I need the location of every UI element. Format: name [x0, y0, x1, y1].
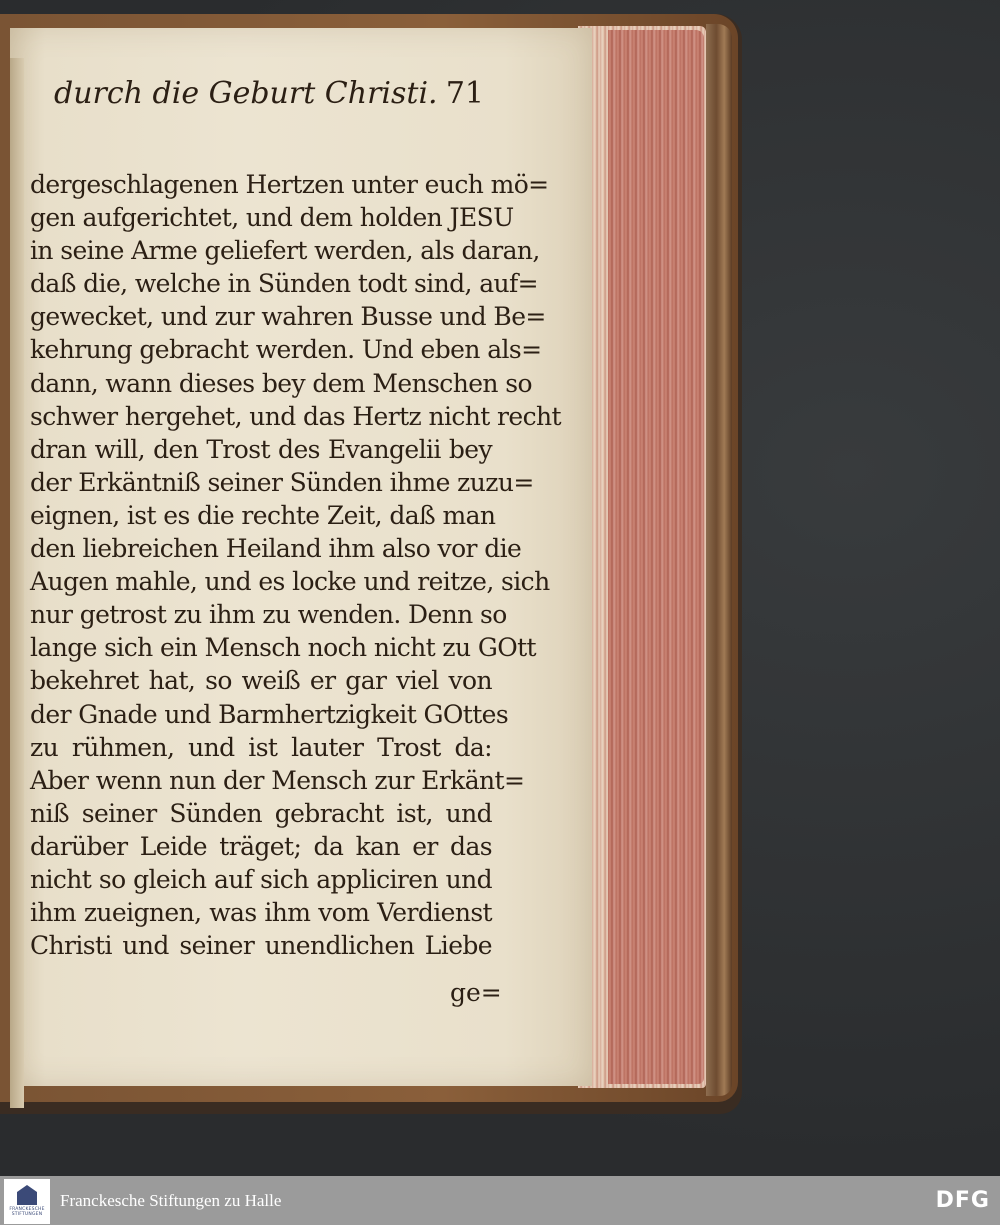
text-line: bekehret hat, so weiß er gar viel von [30, 666, 492, 696]
gutter-strip [10, 58, 24, 1108]
text-line: nicht so gleich auf sich appliciren und [30, 864, 492, 894]
institution-logo[interactable] [4, 1179, 50, 1224]
text-line: schwer hergehet, und das Hertz nicht recht [30, 401, 561, 431]
text-line: zu rühmen, und ist lauter Trost da: [30, 732, 492, 762]
text-line: in seine Arme geliefert werden, als daran, [30, 236, 540, 266]
text-line: niß seiner Sünden gebracht ist, und [30, 798, 492, 828]
text-line: dergeschlagenen Hertzen unter euch mö= [30, 170, 549, 199]
cover-edge [706, 24, 732, 1096]
text-line: kehrung gebracht werden. Und eben als= [30, 335, 542, 365]
page-number: 71 [445, 76, 484, 111]
body-text [30, 168, 561, 962]
catchword: ge= [450, 978, 502, 1007]
text-line: der Gnade und Barmhertzigkeit GOttes [30, 699, 509, 729]
dfg-logo[interactable]: DFG [935, 1188, 990, 1213]
running-head-title: durch die Geburt Christi. [54, 76, 438, 111]
building-icon [17, 1185, 37, 1205]
text-line: den liebreichen Heiland ihm also vor die [30, 534, 522, 564]
logo-text: FRANCKESCHE STIFTUNGEN [9, 1207, 45, 1217]
text-line: gewecket, und zur wahren Busse und Be= [30, 302, 546, 332]
text-line: der Erkäntniß seiner Sünden ihme zuzu= [30, 467, 534, 497]
text-line: daß die, welche in Sünden todt sind, auf= [30, 269, 539, 299]
text-line: dran will, den Trost des Evangelii bey [30, 434, 492, 464]
footer-bar [0, 1176, 1000, 1225]
text-line: eignen, ist es die rechte Zeit, daß man [30, 500, 496, 530]
text-line: Augen mahle, und es locke und reitze, sich [30, 567, 550, 597]
running-head [54, 76, 484, 111]
text-line: Christi und seiner unendlichen Liebe [30, 931, 492, 961]
text-line: nur getrost zu ihm zu wenden. Denn so [30, 600, 507, 630]
book-page [10, 28, 592, 1086]
text-line: gen aufgerichtet, und dem holden JESU [30, 203, 514, 233]
red-edge-stain [608, 30, 704, 1084]
text-line: lange sich ein Mensch noch nicht zu GOtt [30, 633, 537, 663]
text-line: Aber wenn nun der Mensch zur Erkänt= [30, 765, 525, 795]
institution-name[interactable]: Franckesche Stiftungen zu Halle [60, 1190, 282, 1210]
text-line: darüber Leide träget; da kan er das [30, 831, 492, 861]
text-line: dann, wann dieses bey dem Menschen so [30, 368, 532, 398]
text-line: ihm zueignen, was ihm vom Verdienst [30, 898, 492, 928]
